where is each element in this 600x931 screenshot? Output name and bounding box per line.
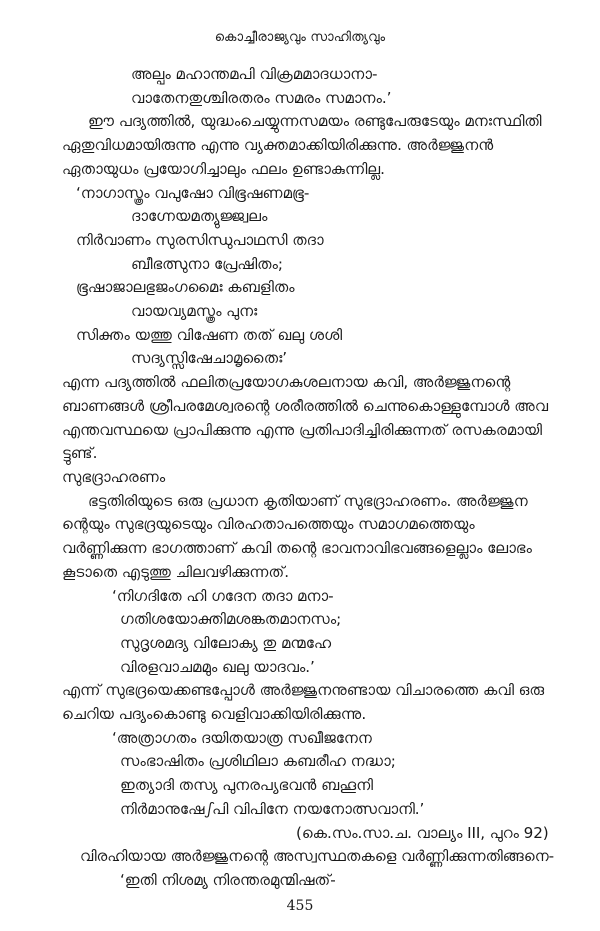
verse-line: സദ്യസ്സിഷേചാമൃതൈഃ’ [131,349,287,368]
verse-line: വായവ്യമസ്ത്രം പുനഃ [131,302,258,321]
paragraph-line: വിരഹിയായ അർജ്ജുനന്റെ അസ്വസ്ഥതകളെ വർണ്ണിക്കുന്നതിങ്ങനെ- [80,847,555,866]
verse-line: ‘അത്രാഗതം ദയിതയാത്ര സഖീജനേന [112,728,372,747]
paragraph-line: കൂടാതെ എടുത്തു ചിലവഴിക്കുന്നത്. [62,562,289,581]
verse-line: ‘ഇതി നിശമ്യ നിരന്തരമുന്മിഷത്- [120,871,336,889]
paragraph-line: എന്തവസ്ഥയെ പ്രാപിക്കുന്നു എന്നു പ്രതിപാദിച്ചിരിക്കുന്നത് രസകരമായി [62,420,542,439]
paragraph-line: ബാണങ്ങൾ ശ്രീപരമേശ്വരന്റെ ശരീരത്തിൽ ചെന്നുകൊള്ളുമ്പോൾ അവ [62,396,549,415]
section-heading: സുഭദ്രാഹരണം [62,468,166,486]
verse-line: നിർമാനുഷേഽപി വിപിനേ നയനോത്സവാനി.’ [120,799,425,818]
paragraph-line: വർണ്ണിക്കുന്ന ഭാഗത്താണ് കവി തന്റെ ഭാവനാവിഭവങ്ങളെല്ലാം ലോഭം [62,539,532,558]
verse-line: നിർവാണം സുരസിന്ധുപാഥസി തദാ [76,230,324,249]
verse-line: ഭൂഷാജാലഭുജംഗമൈഃ കബളിതം [76,278,295,297]
verse-line: അല്പം മഹാന്തമപി വിക്രമമാദധാനാ- [131,65,378,83]
verse-line: ബീഭത്സുനാ പ്രേഷിതം; [131,254,283,273]
paragraph-line: ട്ടുണ്ട്. [62,444,98,463]
verse-line: സംഭാഷിതം പ്രശിഥിലാ കബരീഹ നദ്ധാ; [120,752,396,771]
paragraph-line: ഈ പദ്യത്തിൽ, യുദ്ധംചെയ്യുന്നസമയം രണ്ടുപേരുടേയും മനഃസ്ഥിതി [88,112,542,131]
verse-line: സിക്തം യത്തു വിഷേണ തത് ഖലു ശശി [76,325,343,344]
paragraph-line: എന്ന പദ്യത്തിൽ ഫലിതപ്രയോഗകുശലനായ കവി, അർജ്ജുനന്റെ [62,373,511,392]
paragraph-line: എന്ന് സുഭദ്രയെക്കണ്ടപ്പോൾ അർജ്ജുനനുണ്ടായ വിചാരത്തെ കവി ഒരു [62,681,545,700]
verse-line: ദാഗ്നേയമത്യുജ്ജ്വലം [131,207,268,226]
verse-line: വിരളവാചമമും ഖലു യാദവം.’ [120,657,315,676]
paragraph-line: ഭട്ടതിരിയുടെ ഒരു പ്രധാന കൃതിയാണ് സുഭദ്രാഹരണം. അർജ്ജുന [88,491,528,510]
verse-line: വാതേനതുശ്ചിരതരം സമരം സമാനം.’ [131,88,392,107]
verse-line: ഗതിശയോക്തിമശങ്കതമാനസം; [120,610,342,629]
running-header: കൊച്ചീരാജ്യവും സാഹിത്യവും [214,30,386,45]
citation: (കെ.സം.സാ.ച. വാല്യം III, പുറം 92) [296,823,549,842]
verse-line: സുദൃശമദ്യ വിലോക്യ തു മന്മഹേ [120,633,332,652]
page-number: 455 [286,898,314,914]
paragraph-line: ഏതുവിധമായിരുന്നു എന്നു വ്യക്തമാക്കിയിരിക്കുന്നു. അർജ്ജുനൻ [62,136,494,155]
verse-line: ഇത്യാദി തസ്യ പുനരപ്യഭവൻ ബഹൂനി [120,776,373,795]
paragraph-line: ചെറിയ പദ്യംകൊണ്ടു വെളിവാക്കിയിരിക്കുന്നു. [62,705,367,724]
paragraph-line: ന്റെയും സുഭദ്രയുടെയും വിരഹതാപത്തെയും സമാഗമത്തെയും [62,515,475,534]
paragraph-line: ഏതായുധം പ്രയോഗിച്ചാലും ഫലം ഉണ്ടാകുന്നില്ല. [62,159,385,178]
verse-line: ‘നാഗാസ്ത്രം വപുഷോ വിഭൂഷണമഭൂ- [76,183,310,202]
verse-line: ‘നിഗദിതേ ഹി ഗദേന തദാ മനാ- [112,586,334,605]
